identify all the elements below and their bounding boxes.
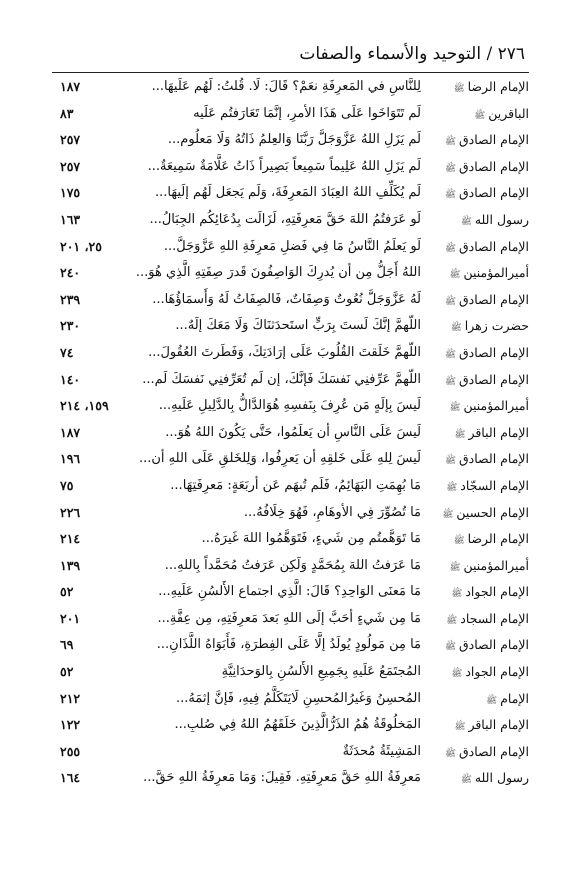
hadith-incipit: لَم تَتَوَاخَوا عَلَى هَذَا الأمرِ، إنَّمَا تَعَارَفتُم عَلَيه	[193, 105, 421, 121]
narrator-name	[429, 500, 529, 527]
table-row	[52, 260, 529, 287]
hadith-incipit: مَا بُهِمَتِ البَهَائِمُ، فَلَم تُبهَم عَن أربَعَةٍ: مَعرِفَتِهَا...	[170, 477, 421, 493]
honorific-mark: ﷺ	[445, 642, 456, 653]
narrator-name-text: الإمام الصادق	[458, 185, 529, 201]
honorific-mark: ﷺ	[450, 323, 462, 334]
honorific-mark: ﷺ	[446, 482, 458, 493]
narrator-name-text: الإمام الصادق	[458, 132, 529, 148]
honorific-mark: ﷺ	[460, 216, 472, 227]
hadith-incipit: لَيسَ لِلهِ عَلَى خَلقِهِ أن يَعرِفُوا، وَلِلخَلقِ عَلَى اللهِ أن...	[138, 451, 421, 467]
honorific-mark: ﷺ	[451, 589, 463, 600]
narrator-name	[429, 712, 529, 739]
page-reference: ٨٣	[60, 105, 74, 121]
page-reference: ٢٣٠	[60, 318, 81, 334]
honorific-mark: ﷺ	[449, 270, 461, 281]
table-row	[52, 180, 529, 207]
narrator-name-text: أميرالمؤمنين	[463, 398, 529, 414]
page-reference: ٢٣٩	[60, 291, 81, 307]
hadith-incipit: مَا مِن مَولُودٍ يُولَدُ إلَّا عَلَى الفِطرَةِ، فَأَبَوَاهُ اللَّذَانِ...	[156, 637, 421, 653]
hadith-incipit: لَيسَ بِإلَهٍ مَن عُرِفَ بِنَفسِهِ هُوَالدَّالُّ بِالدَّلِيلِ عَلَيهِ...	[158, 398, 421, 414]
honorific-mark: ﷺ	[449, 403, 461, 414]
narrator-name	[429, 154, 529, 181]
honorific-mark: ﷺ	[460, 775, 472, 786]
hadith-incipit: اللّهمَّ عَرِّفنِي نَفسَكَ فَإنَّكَ، إن لَم تُعَرِّفنِي نَفسَكَ لَم...	[142, 371, 421, 387]
honorific-mark: ﷺ	[445, 296, 456, 307]
page-reference: ١٦٣	[60, 211, 81, 227]
narrator-name	[429, 101, 529, 128]
table-row	[52, 127, 529, 154]
hadith-incipit: لَم يَزَلِ اللهُ عَلِيماً سَمِيعاً بَصِيراً ذَاتُ عَلَّامَةٌ سَمِيعَةٌ...	[147, 158, 421, 174]
table-row	[52, 579, 529, 606]
narrator-name-text: الإمام الرضا	[467, 531, 529, 547]
hadith-incipit: مَا مِن شَيءٍ أحَبَّ إلَى اللهِ بَعدَ مَعرِفَتِهِ، مِن عِفَّةِ...	[157, 610, 421, 626]
table-row	[52, 526, 529, 553]
table-row	[52, 632, 529, 659]
narrator-name-text: حضرت زهرا	[464, 318, 529, 334]
narrator-name-text: الإمام السجاد	[460, 610, 529, 626]
narrator-name	[429, 74, 529, 101]
narrator-name-text: الإمام الصادق	[458, 238, 529, 254]
honorific-mark: ﷺ	[474, 110, 486, 121]
hadith-incipit: المَشِيئَةُ مُحدَثَةٌ	[342, 743, 421, 759]
narrator-name-text: الإمام الصادق	[458, 451, 529, 467]
narrator-name	[429, 632, 529, 659]
narrator-name	[429, 420, 529, 447]
narrator-name-text: رسول الله	[474, 770, 529, 786]
hadith-incipit: لَم يُكَلِّفِ اللهُ العِبَادَ المَعرِفَةَ، وَلَم يَجعَل لَهُم إلَيهَا...	[155, 185, 421, 201]
narrator-name	[429, 579, 529, 606]
narrator-name-text: الإمام الصادق	[458, 158, 529, 174]
hadith-incipit: المُجتَمَعُ عَلَيهِ بِجَمِيعِ الأَلسُنِ بِالوَحدَانِيَّةِ	[221, 664, 421, 680]
honorific-mark: ﷺ	[445, 137, 456, 148]
page-reference: ٢٥٥	[60, 743, 81, 759]
narrator-name-text: الإمام الباقر	[468, 717, 529, 733]
honorific-mark: ﷺ	[454, 429, 466, 440]
narrator-name	[429, 313, 529, 340]
page-reference: ٧٤	[60, 344, 74, 360]
table-row	[52, 500, 529, 527]
narrator-name-text: الباقرين	[488, 105, 529, 121]
narrator-name	[429, 606, 529, 633]
hadith-incipit: لِلنَّاسِ في المَعرِفَةِ نعَمْ؟ قَالَ: لَا. قُلتُ: لَهُم عَلَيهَا...	[151, 79, 421, 94]
narrator-name-text: رسول الله	[474, 211, 529, 227]
page-reference: ١٣٩	[60, 557, 81, 573]
page-reference: ٧٥	[60, 477, 74, 493]
table-row	[52, 553, 529, 580]
page-reference: ٢١٢	[60, 690, 81, 706]
honorific-mark: ﷺ	[451, 669, 463, 680]
table-row	[52, 686, 529, 713]
table-row	[52, 287, 529, 314]
hadith-incipit: مَعرِفَةُ اللهِ حَقَّ مَعرِفَتِهِ. فَقِيلَ: وَمَا مَعرِفَةُ اللهِ حَقَّ...	[143, 770, 421, 786]
running-header: ٢٧٦ / التوحيد والأسماء والصفات	[299, 44, 525, 64]
page-reference: ١٦٤	[60, 770, 81, 786]
hadith-incipit: مَا تَوَهَّمتُم مِن شَيءٍ، فَتَوَهَّمُوا اللهَ غَيرَهُ...	[201, 531, 421, 547]
narrator-name-text: الإمام الرضا	[467, 79, 529, 94]
honorific-mark: ﷺ	[454, 722, 466, 733]
page-reference: ٢٤٠	[60, 265, 81, 281]
page-reference: ٢٢٦	[60, 504, 81, 520]
honorific-mark: ﷺ	[445, 349, 456, 360]
honorific-mark: ﷺ	[453, 84, 465, 94]
hadith-incipit: لَو يَعلَمُ النَّاسُ مَا فِي فَضلِ مَعرِفَةِ اللهِ عَزَّوَجَلَّ...	[163, 238, 421, 254]
narrator-name	[429, 553, 529, 580]
table-row	[52, 367, 529, 394]
narrator-name	[429, 180, 529, 207]
narrator-name	[429, 765, 529, 792]
honorific-mark: ﷺ	[442, 509, 454, 520]
hadith-incipit: لَم يَزَلِ اللهُ عَزَّوَجَلَّ رَبَّنَا وَالعِلمُ ذَاتُهُ وَلَا مَعلُوم...	[167, 132, 421, 148]
narrator-name	[429, 207, 529, 234]
table-row	[52, 712, 529, 739]
honorific-mark: ﷺ	[445, 376, 456, 387]
narrator-name	[429, 659, 529, 686]
narrator-name-text: الإمام	[500, 690, 529, 706]
narrator-name	[429, 340, 529, 367]
honorific-mark: ﷺ	[445, 190, 456, 201]
page-reference: ١٥٩، ٢١٤	[60, 398, 109, 414]
narrator-name-text: الإمام الصادق	[458, 291, 529, 307]
page-reference: ٥٢	[60, 664, 74, 680]
table-row	[52, 420, 529, 447]
honorific-mark: ﷺ	[445, 456, 456, 467]
hadith-incipit: لَيسَ عَلَى النَّاسِ أن يَعلَمُوا، حَتَّى يَكُونَ اللهُ هُوَ...	[165, 424, 421, 440]
hadith-incipit: مَا تُصُوِّرَ فِي الأوهَامِ، فَهُوَ خِلَافُهُ...	[243, 504, 421, 520]
index-table	[52, 74, 529, 792]
table-row	[52, 393, 529, 420]
hadith-incipit: المَخلُوقَةُ هُمُ الذَرُّالَّذِينَ خَلَقَهُمُ اللهُ فِي صُلبِ...	[174, 717, 421, 733]
narrator-name	[429, 367, 529, 394]
hadith-incipit: مَا مَعنَى الوَاحِدِ؟ قَالَ: الَّذِي اجتماع الأَلسُنِ عَلَيهِ...	[158, 584, 421, 600]
narrator-name-text: الإمام الباقر	[468, 424, 529, 440]
page-reference: ١٩٦	[60, 451, 81, 467]
hadith-incipit: لَو عَرَفتُمُ اللهَ حَقَّ مَعرِفَتِهِ، لَزَالَت بِدُعَائِكُم الجِبَالُ...	[149, 211, 421, 227]
table-row	[52, 659, 529, 686]
narrator-name-text: الإمام الصادق	[458, 743, 529, 759]
narrator-name-text: الإمام الجواد	[465, 584, 529, 600]
hadith-incipit: اللهُ أَجَلُّ مِن أن يُدرِكَ الوَاصِفُونَ قَدرَ صِفَتِهِ الَّذِي هُوَ...	[135, 265, 421, 281]
table-row	[52, 207, 529, 234]
honorific-mark: ﷺ	[446, 615, 458, 626]
hadith-incipit: مَا عَرَفتُ اللهَ بِمُحَمَّدٍ وَلَكِن عَرَفتُ مُحَمَّداً بِاللهِ...	[164, 557, 421, 573]
table-row	[52, 446, 529, 473]
table-row	[52, 154, 529, 181]
honorific-mark: ﷺ	[449, 562, 461, 573]
narrator-name-text: الإمام السجّاد	[460, 477, 529, 493]
narrator-name	[429, 739, 529, 766]
narrator-name	[429, 287, 529, 314]
honorific-mark: ﷺ	[453, 536, 465, 547]
table-row	[52, 765, 529, 792]
hadith-incipit: اللّهمَّ إنَّكَ لَستَ بِرَبٍّ استَحدَثنَاكَ وَلَا مَعَكَ إلَهٌ...	[175, 318, 421, 334]
table-row	[52, 74, 529, 101]
page-reference: ٢٥، ٢٠١	[60, 238, 102, 254]
narrator-name	[429, 393, 529, 420]
narrator-name	[429, 234, 529, 261]
page-reference: ٥٢	[60, 584, 74, 600]
page-reference: ٢٥٧	[60, 158, 81, 174]
table-row	[52, 313, 529, 340]
page-reference: ١٤٠	[60, 371, 81, 387]
table-row	[52, 606, 529, 633]
page-reference: ٢٠١	[60, 610, 81, 626]
narrator-name-text: الإمام الحسين	[456, 504, 529, 520]
honorific-mark: ﷺ	[445, 748, 456, 759]
table-row	[52, 473, 529, 500]
header-rule	[52, 72, 529, 73]
hadith-incipit: لَهُ عَزَّوَجَلَّ نُعُوتٌ وَصِفَاتٌ، فَالصِفَاتُ لَهُ وَأَسمَاؤُهَا...	[152, 291, 421, 307]
table-row	[52, 340, 529, 367]
page-reference: ٦٩	[60, 637, 74, 653]
narrator-name	[429, 473, 529, 500]
narrator-name-text: الإمام الصادق	[458, 371, 529, 387]
narrator-name	[429, 260, 529, 287]
narrator-name	[429, 127, 529, 154]
page-reference: ١٨٧	[60, 424, 81, 440]
page-reference: ٢١٤	[60, 531, 81, 547]
honorific-mark: ﷺ	[445, 243, 456, 254]
table-row	[52, 101, 529, 128]
hadith-incipit: اللّهمَّ خَلَقتَ القُلُوبَ عَلَى إرَادَتِكَ، وَفَطَرتَ العُقُولَ...	[148, 344, 421, 360]
narrator-name	[429, 446, 529, 473]
narrator-name	[429, 526, 529, 553]
hadith-incipit: المُحسِنُ وَغَيرُالمُحسِنِ لَايَتَكَلَّمُ فِيهِ، فَإنَّ إثمَهُ...	[175, 690, 421, 706]
narrator-name-text: أميرالمؤمنين	[463, 557, 529, 573]
page-reference: ١٨٧	[60, 79, 81, 94]
narrator-name	[429, 686, 529, 713]
narrator-name-text: الإمام الصادق	[458, 637, 529, 653]
page-reference: ١٧٥	[60, 185, 81, 201]
honorific-mark: ﷺ	[445, 163, 456, 174]
narrator-name-text: الإمام الصادق	[458, 344, 529, 360]
honorific-mark: ﷺ	[486, 695, 498, 706]
narrator-name-text: الإمام الجواد	[465, 664, 529, 680]
page-reference: ٢٥٧	[60, 132, 81, 148]
page-reference: ١٢٢	[60, 717, 81, 733]
table-row	[52, 234, 529, 261]
table-row	[52, 739, 529, 766]
narrator-name-text: أميرالمؤمنين	[463, 265, 529, 281]
